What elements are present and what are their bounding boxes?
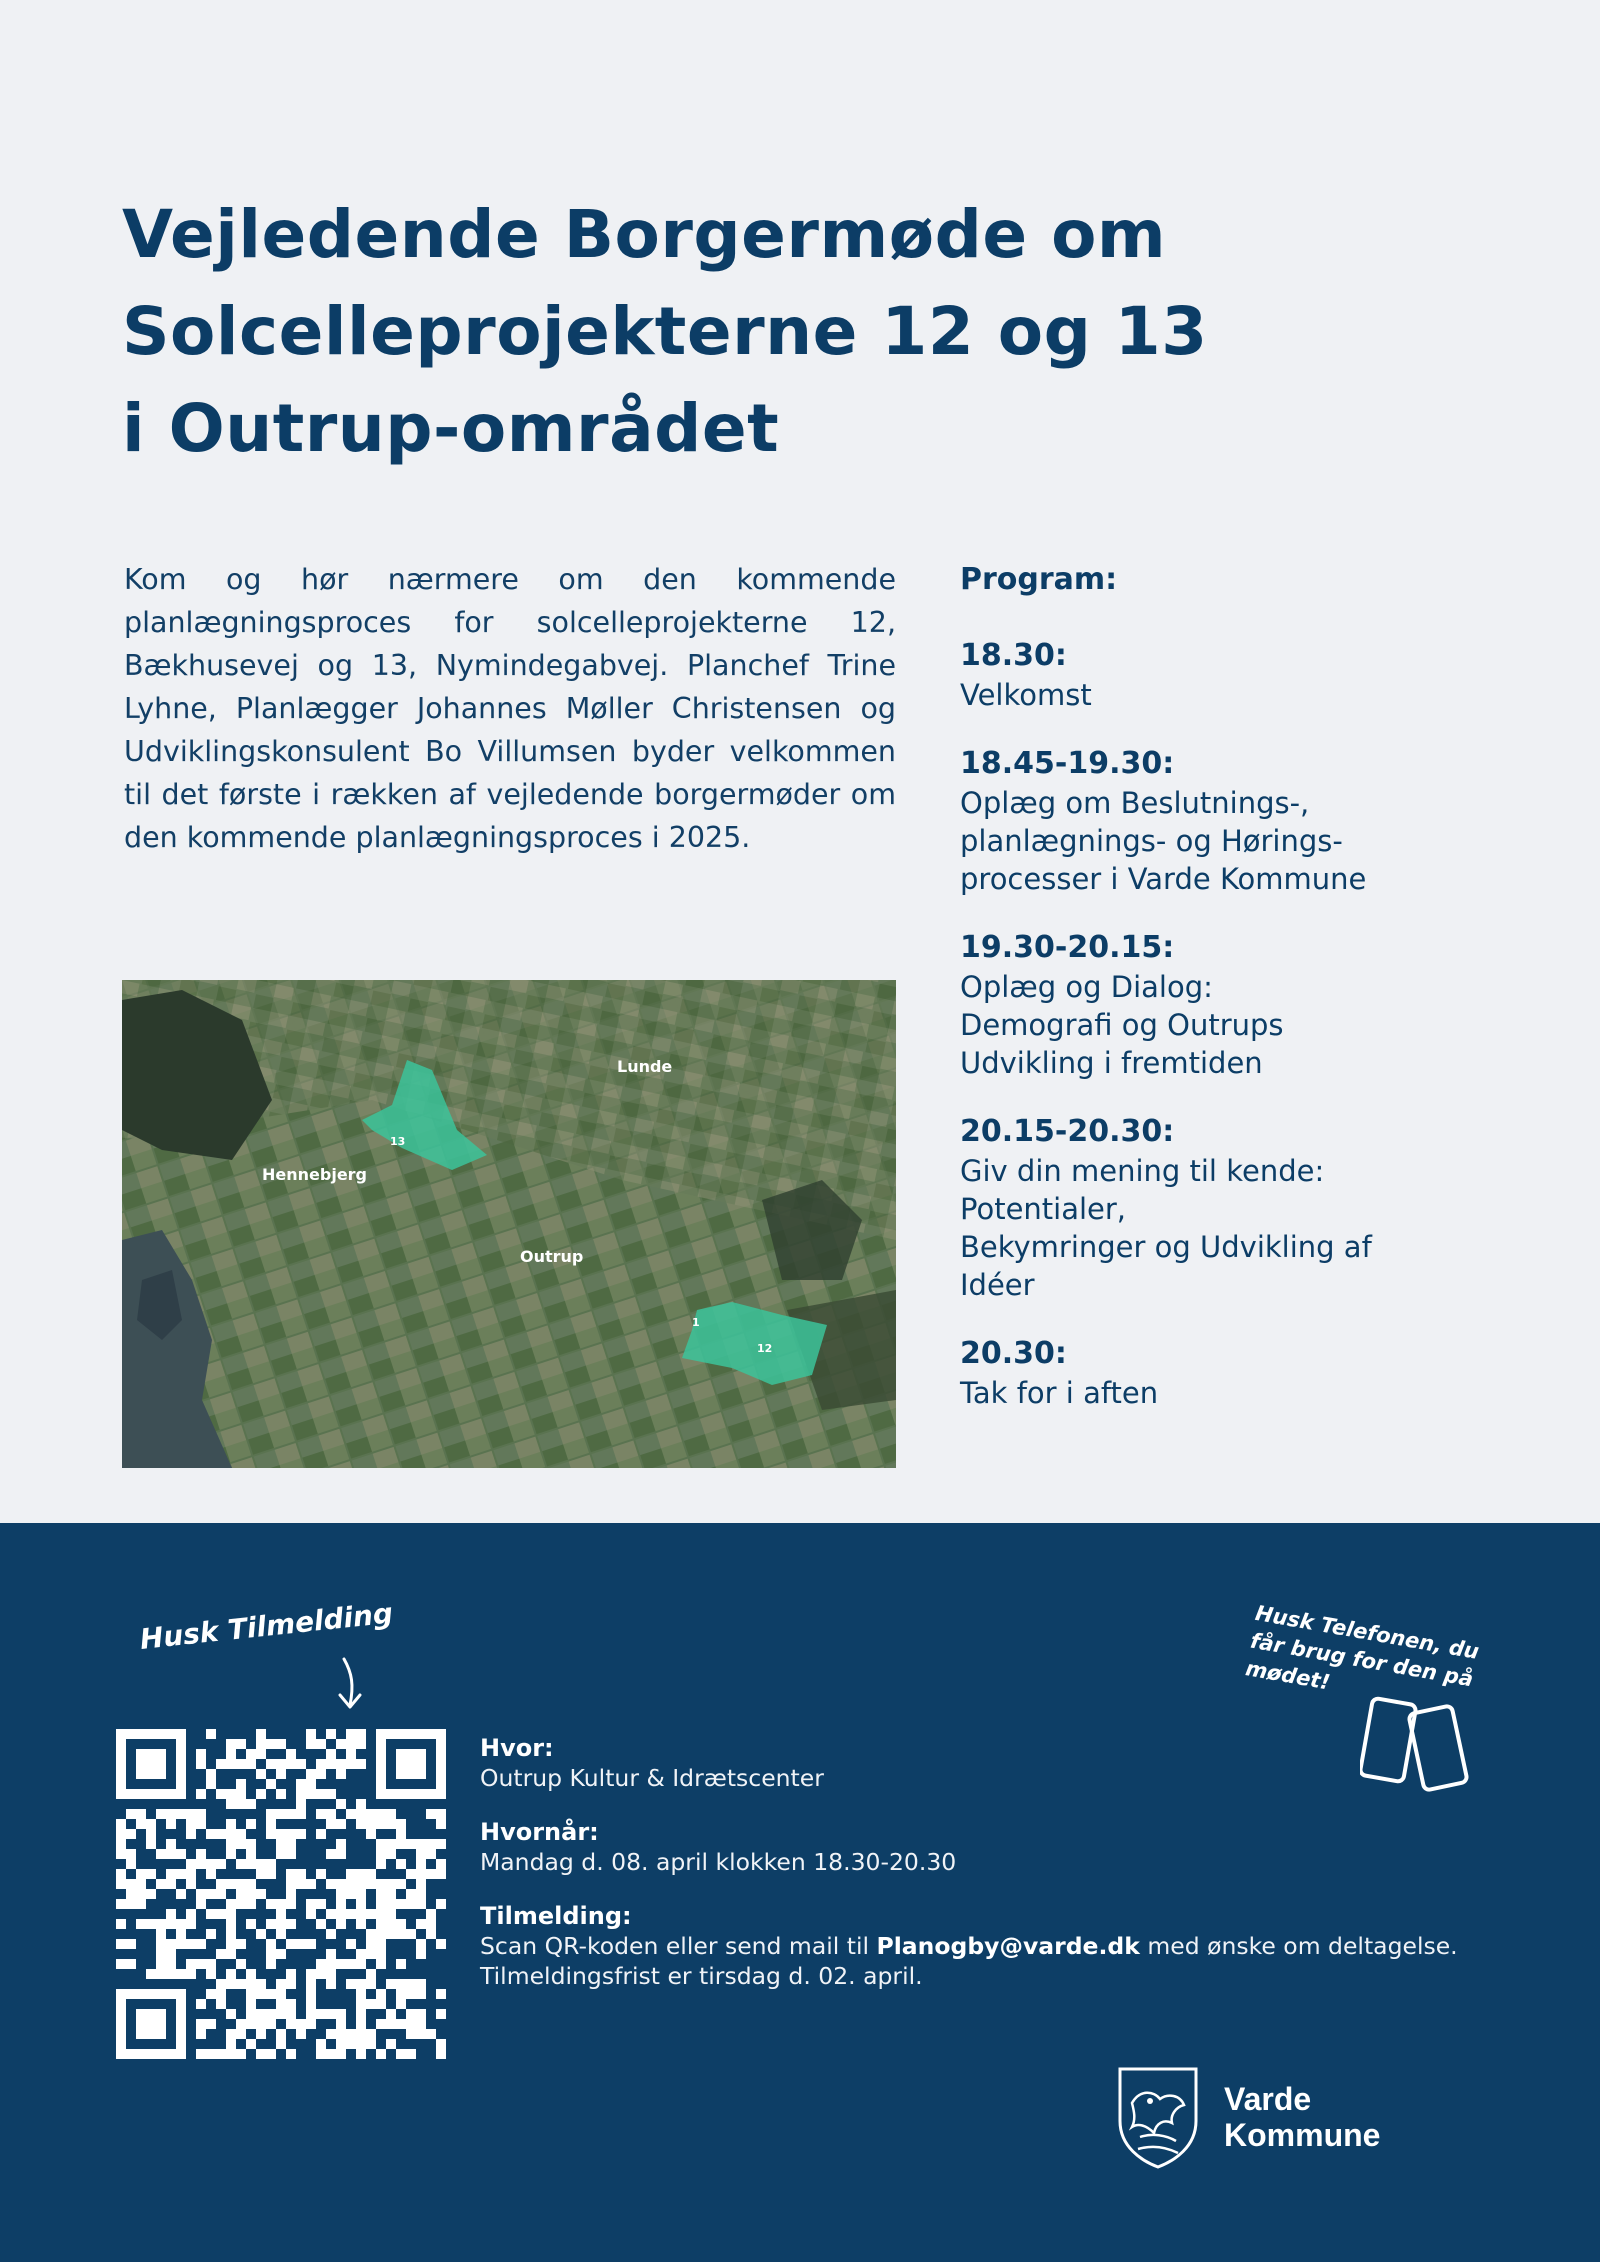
program-description: Tak for i aften (960, 1376, 1159, 1410)
registration-text-after: med ønske om deltagelse. (1139, 1932, 1458, 1960)
varde-kommune-logo (1110, 2063, 1380, 2171)
program-item (960, 928, 1520, 1082)
program-item (960, 1334, 1520, 1412)
map-label-lunde: Lunde (617, 1057, 673, 1076)
program-description: Oplæg om Beslutnings-, planlægnings- og Hørings- processer i Varde Kommune (960, 786, 1367, 896)
map-graphic (122, 980, 896, 1468)
program-description: Giv din mening til kende: Potentialer, Bekymringer og Udvikling af Idéer (960, 1154, 1372, 1302)
registration-label: Tilmelding: (480, 1902, 632, 1930)
registration-text-before: Scan QR-koden eller send mail til (480, 1932, 877, 1960)
registration-text (480, 1931, 1480, 1961)
where-value: Outrup Kultur & Idrætscenter (480, 1764, 824, 1792)
footer-section (0, 1523, 1600, 2262)
program-item (960, 636, 1520, 714)
event-info (480, 1733, 1480, 2015)
program-time: 20.30: (960, 1336, 1067, 1371)
map-label-hennebjerg: Hennebjerg (262, 1165, 368, 1184)
intro-paragraph: Kom og hør nærmere om den kommende planlægningsproces for solcelleprojekterne 12, Bækhusevej og 13, Nymindegabvej. Planchef Trine Lyhne, Planlægger Johannes Møller Christensen og Udviklingskonsulent Bo Villumsen byder velkommen til det første i rækken af vejledende borgermøder om den kommende planlægningsproces i 2025. (124, 563, 896, 854)
program-description: Velkomst (960, 678, 1092, 712)
satellite-map (122, 980, 896, 1468)
when-value: Mandag d. 08. april klokken 18.30-20.30 (480, 1848, 957, 1876)
program-time: 18.45-19.30: (960, 746, 1175, 781)
program-time: 19.30-20.15: (960, 930, 1175, 965)
page-title (122, 186, 1522, 477)
qr-code[interactable] (116, 1729, 446, 2059)
info-where (480, 1733, 1480, 1793)
info-when (480, 1817, 1480, 1877)
title-line-2: Solcelleprojekterne 12 og 13 (122, 293, 1208, 370)
program-section (960, 558, 1520, 1442)
logo-text-line-1: Varde (1224, 2081, 1312, 2117)
logo-text-line-2: Kommune (1224, 2117, 1381, 2153)
map-label-outrup: Outrup (520, 1247, 584, 1266)
map-label-1: 1 (692, 1316, 700, 1329)
program-time: 18.30: (960, 638, 1067, 673)
registration-email-link[interactable]: Planogby@varde.dk (876, 1932, 1140, 1960)
husk-tilmelding-label: Husk Tilmelding (138, 1596, 395, 1656)
when-label: Hvornår: (480, 1818, 599, 1846)
program-item (960, 744, 1520, 898)
where-label: Hvor: (480, 1734, 554, 1762)
logo-text (1224, 2081, 1380, 2153)
map-label-13: 13 (390, 1135, 406, 1148)
phones-icon (1360, 1691, 1480, 1801)
arrow-down-icon (330, 1655, 370, 1715)
program-description: Oplæg og Dialog: Demografi og Outrups Udvikling i fremtiden (960, 970, 1284, 1080)
coat-of-arms-icon (1110, 2063, 1206, 2171)
map-label-12: 12 (757, 1342, 773, 1355)
program-heading: Program: (960, 562, 1118, 597)
program-time: 20.15-20.30: (960, 1114, 1175, 1149)
info-registration (480, 1901, 1480, 1991)
registration-deadline: Tilmeldingsfrist er tirsdag d. 02. april. (480, 1962, 923, 1990)
phone-reminder: Husk Telefonen, du får brug for den på mødet! (1243, 1600, 1481, 1695)
title-line-1: Vejledende Borgermøde om (122, 196, 1167, 273)
title-line-3: i Outrup-området (122, 390, 780, 467)
program-item (960, 1112, 1520, 1304)
